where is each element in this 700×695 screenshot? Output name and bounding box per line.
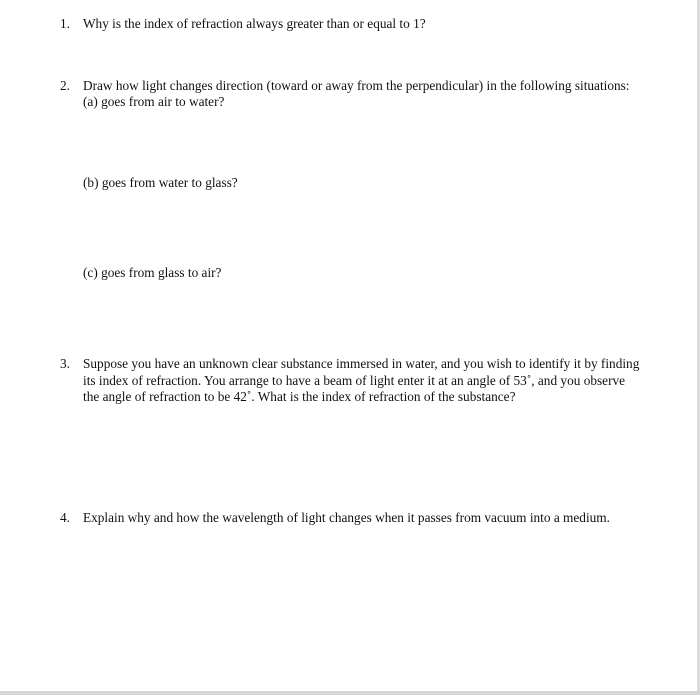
question-1 bbox=[60, 16, 670, 33]
page-edge-bottom bbox=[0, 691, 700, 695]
question-number: 4. bbox=[60, 510, 70, 525]
question-number: 2. bbox=[60, 78, 70, 93]
question-4 bbox=[60, 510, 670, 527]
question-text: Draw how light changes direction (toward or away from the perpendicular) in the following situations: bbox=[83, 78, 630, 93]
question-2 bbox=[60, 78, 670, 95]
question-text-line-2: its index of refraction. You arrange to have a beam of light enter it at an angle of 53˚, and you observe bbox=[83, 372, 626, 388]
question-2-part-b: (b) goes from water to glass? bbox=[83, 175, 238, 190]
question-number: 1. bbox=[60, 16, 70, 31]
question-3 bbox=[60, 356, 670, 406]
question-2-part-a: (a) goes from air to water? bbox=[83, 94, 225, 109]
question-text: Explain why and how the wavelength of light changes when it passes from vacuum into a medium. bbox=[83, 510, 610, 525]
question-2-part-c: (c) goes from glass to air? bbox=[83, 265, 222, 280]
question-text-line-3: the angle of refraction to be 42˚. What is the index of refraction of the substance? bbox=[83, 389, 516, 405]
question-text-line-1: Suppose you have an unknown clear substance immersed in water, and you wish to identify it by finding bbox=[83, 356, 640, 371]
question-number: 3. bbox=[60, 356, 70, 371]
question-text: Why is the index of refraction always greater than or equal to 1? bbox=[83, 16, 426, 31]
